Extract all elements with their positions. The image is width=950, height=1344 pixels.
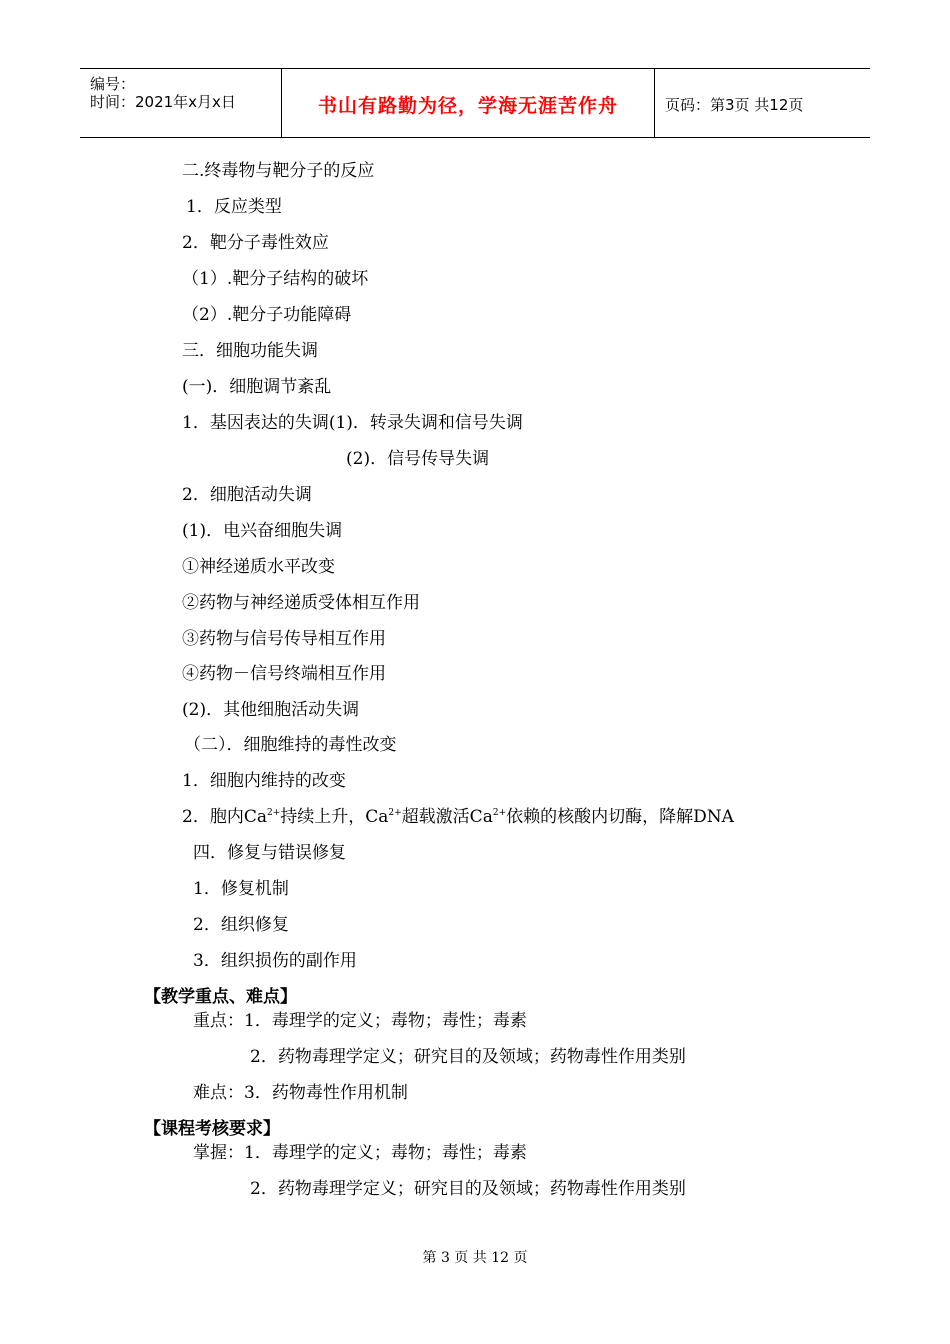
calcium-text: 依赖的核酸内切酶，降解DNA — [506, 807, 734, 827]
calcium-text: 超载激活Ca — [401, 807, 493, 827]
exam-heading: 【课程考核要求】 — [144, 1119, 280, 1139]
outline-line: (1)．电兴奋细胞失调 — [182, 521, 343, 541]
outline-line: ④药物－信号终端相互作用 — [182, 664, 386, 684]
outline-line: （2）.靶分子功能障碍 — [182, 305, 352, 325]
header-page-cell — [655, 69, 870, 137]
outline-line: 2．细胞活动失调 — [182, 485, 312, 505]
exam-line: 2．药物毒理学定义；研究目的及领域；药物毒性作用类别 — [250, 1179, 686, 1199]
outline-line: （二）．细胞维持的毒性改变 — [184, 735, 397, 755]
charge-superscript: 2+ — [388, 808, 402, 818]
outline-line: 二.终毒物与靶分子的反应 — [182, 161, 375, 181]
outline-line: 3．组织损伤的副作用 — [193, 951, 357, 971]
page-footer: 第 3 页 共 12 页 — [422, 1250, 528, 1266]
document-time-label: 时间：2021年x月x日 — [90, 93, 236, 111]
header-meta-cell — [80, 69, 282, 137]
header-motto-cell — [282, 69, 655, 137]
key-point-line: 重点：1．毒理学的定义；毒物；毒性；毒素 — [193, 1011, 527, 1031]
outline-line: (一)．细胞调节紊乱 — [182, 377, 332, 397]
outline-line: ③药物与信号传导相互作用 — [182, 629, 386, 649]
outline-line: 1．修复机制 — [193, 879, 289, 899]
charge-superscript: 2+ — [266, 808, 281, 818]
header-motto: 书山有路勤为径，学海无涯苦作舟 — [317, 95, 618, 117]
calcium-text: 2．胞内Ca — [182, 807, 267, 827]
charge-superscript: 2+ — [492, 808, 507, 818]
outline-line: 1．基因表达的失调(1)．转录失调和信号失调 — [182, 413, 523, 433]
outline-line: （1）.靶分子结构的破坏 — [182, 269, 369, 289]
outline-line: 2．组织修复 — [193, 915, 289, 935]
page-header — [80, 68, 870, 138]
outline-line: 1．反应类型 — [186, 197, 282, 217]
key-point-line: 2．药物毒理学定义；研究目的及领域；药物毒性作用类别 — [250, 1047, 686, 1067]
key-point-line: 难点：3．药物毒性作用机制 — [193, 1083, 408, 1103]
outline-line: 三．细胞功能失调 — [182, 341, 318, 361]
calcium-line — [182, 806, 734, 828]
header-page-info: 页码：第3页 共12页 — [665, 96, 804, 114]
outline-line: 四．修复与错误修复 — [193, 843, 346, 863]
outline-line: 1．细胞内维持的改变 — [182, 771, 346, 791]
outline-line: ①神经递质水平改变 — [182, 557, 335, 577]
outline-line: 2．靶分子毒性效应 — [182, 233, 329, 253]
outline-line: ②药物与神经递质受体相互作用 — [182, 593, 420, 613]
exam-line: 掌握：1．毒理学的定义；毒物；毒性；毒素 — [193, 1143, 527, 1163]
key-points-heading: 【教学重点、难点】 — [144, 987, 297, 1007]
outline-line: (2)．其他细胞活动失调 — [182, 700, 360, 720]
calcium-text: 持续上升，Ca — [280, 807, 389, 827]
document-number-label: 编号： — [90, 75, 136, 93]
outline-line: (2)．信号传导失调 — [346, 449, 490, 469]
